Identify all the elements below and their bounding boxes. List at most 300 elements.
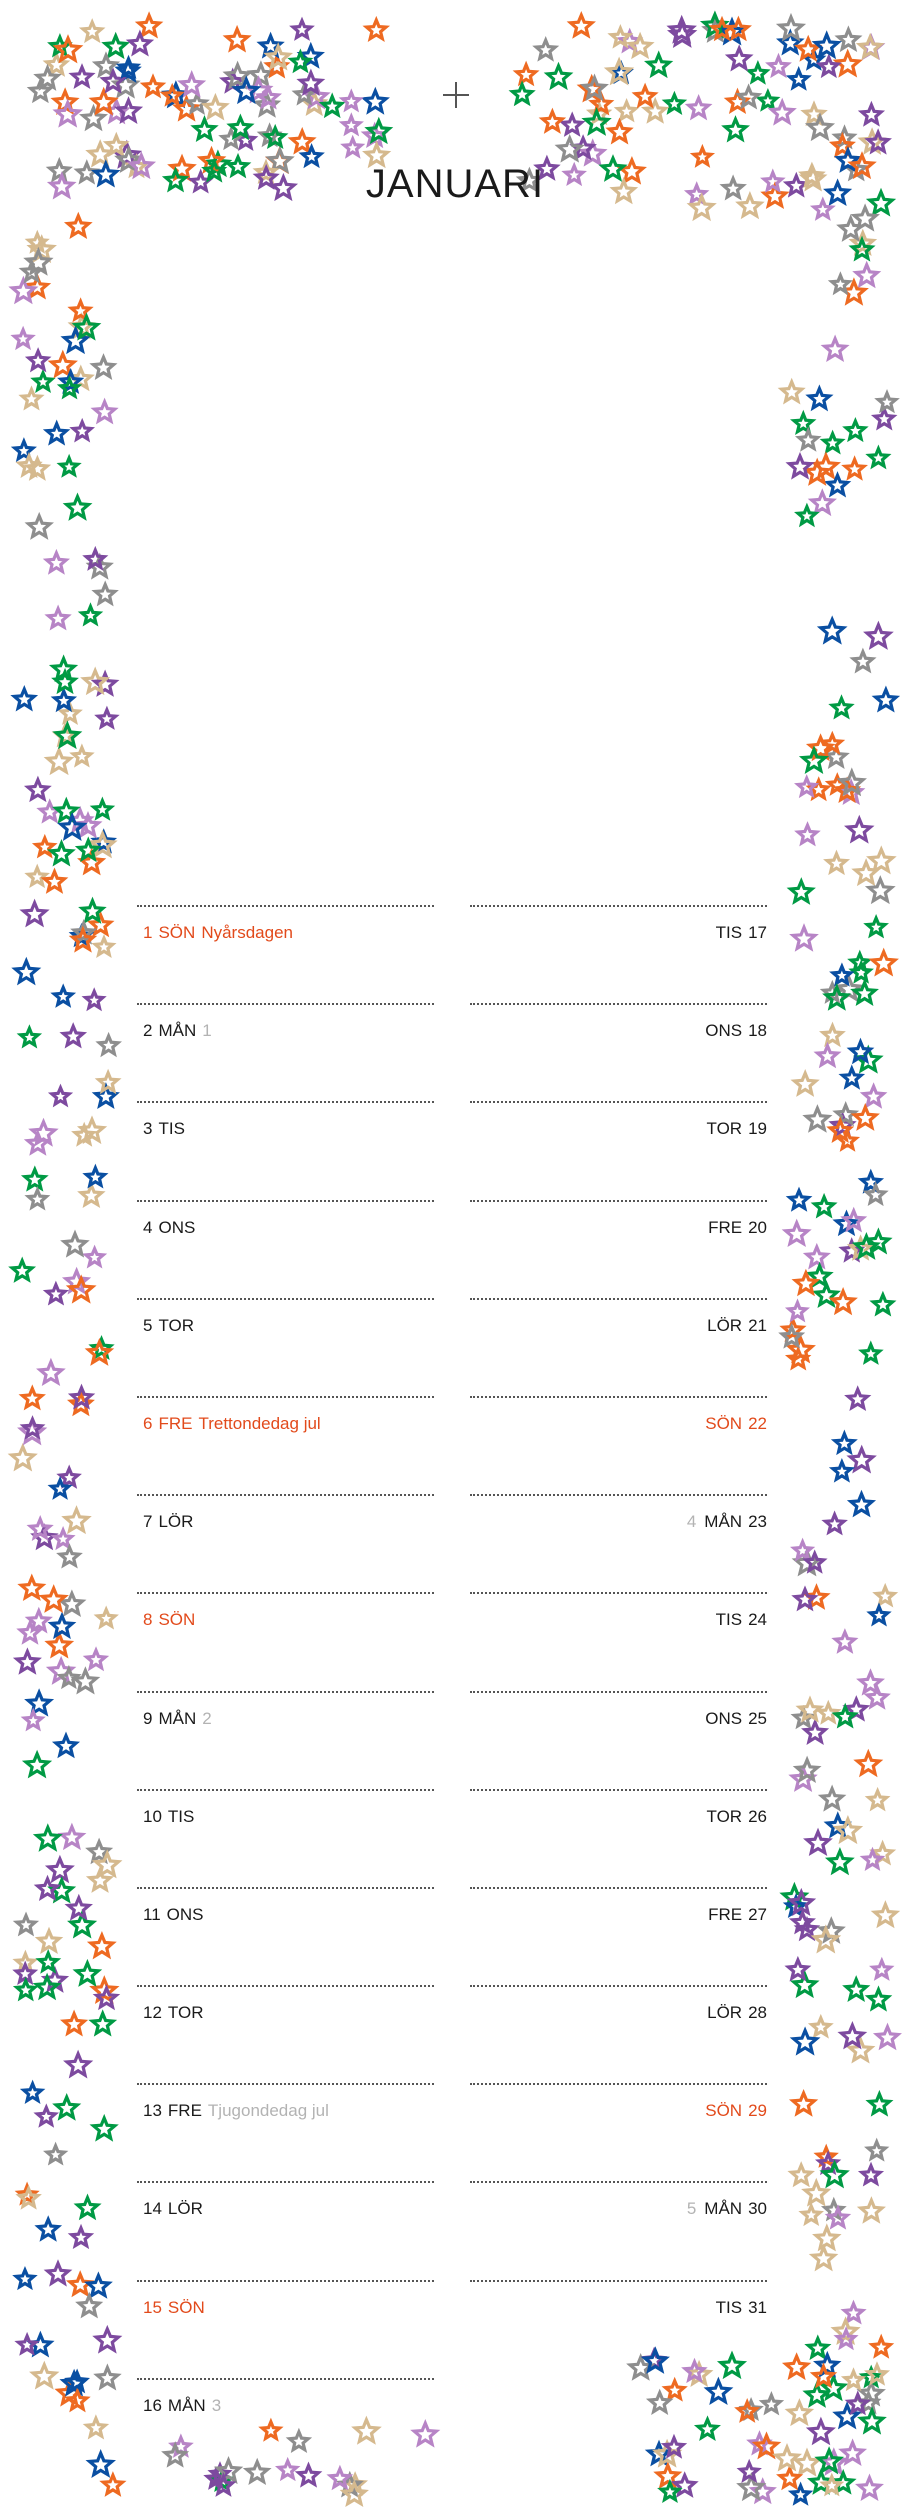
star-icon xyxy=(666,2381,684,2398)
day-label xyxy=(143,2396,221,2416)
star-icon xyxy=(75,1126,93,1143)
star-icon xyxy=(67,497,89,518)
star-icon xyxy=(33,2365,56,2386)
day-number: 9 xyxy=(143,1708,153,1728)
star-icon xyxy=(25,1170,45,1189)
star-icon xyxy=(853,652,872,670)
star-icon xyxy=(846,1979,866,1998)
star-icon xyxy=(846,421,865,439)
day-row[interactable] xyxy=(470,1789,767,1887)
weekday-name: LÖR xyxy=(158,1512,194,1532)
star-icon xyxy=(867,918,885,935)
weekday-name: TIS xyxy=(167,1806,195,1826)
star-icon xyxy=(814,2367,834,2386)
star-icon xyxy=(823,2164,846,2185)
day-number: 10 xyxy=(143,1806,162,1826)
star-icon xyxy=(872,952,895,973)
day-label xyxy=(707,1807,768,1827)
star-icon xyxy=(29,234,46,251)
weekday-name: LÖR xyxy=(707,2003,743,2023)
star-icon xyxy=(64,2014,84,2033)
day-row[interactable] xyxy=(470,1691,767,1789)
day-label xyxy=(143,2199,203,2219)
day-number: 18 xyxy=(748,1021,767,1041)
day-row[interactable] xyxy=(137,1592,434,1690)
day-row[interactable] xyxy=(470,2181,767,2279)
month-title: JANUARI xyxy=(365,162,545,206)
day-row[interactable] xyxy=(470,1985,767,2083)
star-icon xyxy=(28,780,48,799)
star-icon xyxy=(48,1634,70,1655)
weekday-name: ONS xyxy=(705,1708,743,1728)
star-icon xyxy=(848,1389,867,1407)
hanging-hole-crosshair-icon xyxy=(443,82,469,108)
star-icon xyxy=(670,19,693,41)
star-icon xyxy=(31,1519,50,1537)
day-number: 26 xyxy=(748,1806,767,1826)
day-row[interactable] xyxy=(137,1101,434,1199)
star-icon xyxy=(794,2031,817,2053)
day-label xyxy=(705,1021,767,1041)
star-icon xyxy=(230,118,250,137)
day-row[interactable] xyxy=(137,2083,434,2181)
star-icon xyxy=(618,102,636,119)
day-row[interactable] xyxy=(137,1003,434,1101)
day-number: 7 xyxy=(143,1512,153,1532)
star-icon xyxy=(91,1935,113,1956)
day-number: 2 xyxy=(143,1021,153,1041)
star-icon xyxy=(24,1419,42,1436)
star-icon xyxy=(365,91,386,111)
day-label xyxy=(143,2298,205,2318)
week-number: 5 xyxy=(686,2199,697,2219)
star-icon xyxy=(818,2450,840,2471)
star-icon xyxy=(87,2418,106,2436)
star-icon xyxy=(107,136,126,154)
star-icon xyxy=(794,414,813,432)
star-icon xyxy=(864,1851,882,1868)
star-icon xyxy=(838,30,858,49)
day-number: 17 xyxy=(748,923,767,942)
star-icon xyxy=(38,2219,58,2238)
day-row[interactable] xyxy=(137,1691,434,1789)
star-icon xyxy=(61,1827,82,1847)
star-icon xyxy=(93,357,113,376)
star-icon xyxy=(809,389,829,408)
day-label xyxy=(716,2298,767,2318)
day-label xyxy=(716,1610,767,1630)
star-icon xyxy=(869,1990,889,2009)
week-number: 3 xyxy=(211,2395,222,2415)
day-number: 31 xyxy=(748,2297,767,2317)
star-icon xyxy=(749,64,767,81)
star-icon xyxy=(845,460,864,478)
star-icon xyxy=(517,65,536,83)
day-label xyxy=(705,1414,767,1434)
day-row[interactable] xyxy=(137,2280,434,2378)
star-icon xyxy=(14,689,34,708)
star-icon xyxy=(49,1859,71,1880)
weekday-name: ONS xyxy=(158,1217,196,1237)
day-label xyxy=(143,1905,204,1925)
star-icon xyxy=(48,750,71,772)
star-icon xyxy=(68,2391,87,2409)
star-icon xyxy=(864,1086,884,1105)
star-icon xyxy=(28,1190,46,1207)
day-row[interactable] xyxy=(470,1887,767,1985)
star-icon xyxy=(821,620,844,642)
weekday-name: TIS xyxy=(715,2297,743,2317)
star-icon xyxy=(88,2276,109,2296)
day-row[interactable] xyxy=(470,1003,767,1101)
star-icon xyxy=(24,2084,42,2101)
star-icon xyxy=(47,424,67,443)
star-icon xyxy=(806,1108,828,1129)
star-icon xyxy=(875,1904,897,1925)
star-icon xyxy=(788,1960,807,1978)
star-icon xyxy=(75,1670,97,1691)
star-icon xyxy=(52,1088,69,1104)
star-icon xyxy=(181,74,202,94)
star-icon xyxy=(815,1197,834,1215)
day-number: 15 xyxy=(143,2297,162,2317)
star-icon xyxy=(543,112,563,131)
day-row[interactable] xyxy=(137,1298,434,1396)
star-icon xyxy=(816,35,838,56)
star-icon xyxy=(38,1879,58,1898)
star-icon xyxy=(77,1963,99,1984)
star-icon xyxy=(98,1610,116,1627)
star-icon xyxy=(94,801,112,818)
star-icon xyxy=(873,1961,891,1978)
star-icon xyxy=(90,2453,113,2474)
day-label xyxy=(143,1709,212,1729)
day-number: 23 xyxy=(748,1512,767,1532)
day-row[interactable] xyxy=(137,1985,434,2083)
star-icon xyxy=(725,119,746,139)
day-label xyxy=(143,1512,193,1532)
day-number: 12 xyxy=(143,2003,162,2023)
day-row[interactable] xyxy=(470,1494,767,1592)
days-column-left xyxy=(137,905,434,2476)
star-icon xyxy=(836,2405,858,2426)
day-number: 24 xyxy=(748,1610,767,1630)
star-icon xyxy=(571,15,592,35)
day-label xyxy=(143,1807,194,1827)
star-icon xyxy=(584,78,605,98)
star-icon xyxy=(786,2356,807,2376)
day-row[interactable] xyxy=(137,2378,434,2476)
day-number: 1 xyxy=(143,923,153,942)
star-icon xyxy=(835,1434,854,1452)
star-icon xyxy=(855,1107,876,1127)
star-icon xyxy=(813,2248,835,2269)
star-icon xyxy=(741,2463,759,2480)
star-icon xyxy=(83,22,102,40)
week-number: 1 xyxy=(202,1021,212,1041)
star-icon xyxy=(739,88,759,107)
star-icon xyxy=(862,1345,880,1362)
day-number: 25 xyxy=(748,1708,767,1728)
star-icon xyxy=(86,1249,103,1265)
star-icon xyxy=(807,1247,827,1266)
star-icon xyxy=(17,1652,38,1672)
day-row[interactable] xyxy=(470,1101,767,1199)
day-number: 29 xyxy=(748,2101,767,2121)
star-icon xyxy=(786,1223,808,1244)
star-icon xyxy=(832,698,851,716)
star-icon xyxy=(37,1827,59,1848)
day-row[interactable] xyxy=(470,2280,767,2378)
star-icon xyxy=(824,434,842,451)
star-icon xyxy=(872,2338,890,2355)
star-icon xyxy=(797,1760,818,1780)
star-icon xyxy=(29,516,51,537)
star-icon xyxy=(367,20,387,38)
star-icon xyxy=(15,961,37,982)
weekday-name: SÖN xyxy=(167,2297,205,2317)
star-icon xyxy=(876,1587,894,1604)
star-icon xyxy=(829,1851,851,1872)
days-column-right xyxy=(470,905,767,2378)
star-icon xyxy=(37,2108,55,2125)
star-icon xyxy=(791,2165,811,2184)
day-number: 19 xyxy=(748,1119,767,1139)
day-number: 3 xyxy=(143,1119,153,1139)
star-icon xyxy=(548,66,570,87)
star-icon xyxy=(802,2206,820,2223)
star-icon xyxy=(94,2118,115,2138)
star-icon xyxy=(823,1026,842,1044)
star-icon xyxy=(780,17,802,38)
star-icon xyxy=(862,2166,880,2183)
week-number: 2 xyxy=(202,1708,212,1728)
star-icon xyxy=(56,2097,77,2117)
star-icon xyxy=(791,881,812,901)
star-icon xyxy=(22,390,40,408)
star-icon xyxy=(513,85,532,103)
star-icon xyxy=(780,2469,799,2487)
star-icon xyxy=(835,1632,854,1650)
weekday-name: MÅN xyxy=(704,1512,743,1532)
star-icon xyxy=(769,57,788,75)
holiday-note: Tjugondedag jul xyxy=(207,2101,329,2121)
star-icon xyxy=(12,1447,34,1468)
star-icon xyxy=(86,991,103,1007)
star-icon xyxy=(47,553,66,571)
day-label xyxy=(143,2101,329,2121)
star-icon xyxy=(875,409,894,427)
day-row[interactable] xyxy=(470,1298,767,1396)
day-label xyxy=(687,1512,767,1532)
star-icon xyxy=(69,1898,90,1918)
star-icon xyxy=(95,402,115,421)
star-icon xyxy=(65,1509,88,1531)
star-icon xyxy=(793,1913,812,1931)
star-icon xyxy=(343,117,360,133)
day-label xyxy=(707,1119,768,1139)
star-icon xyxy=(73,748,91,765)
star-icon xyxy=(793,927,815,948)
star-icon xyxy=(795,1073,816,1093)
star-icon xyxy=(55,691,74,709)
star-icon xyxy=(73,422,91,439)
star-icon xyxy=(789,1303,806,1319)
star-icon xyxy=(40,1362,62,1383)
star-icon xyxy=(39,1931,60,1951)
star-icon xyxy=(861,2200,882,2220)
star-icon xyxy=(870,1607,887,1624)
star-icon xyxy=(120,59,137,76)
star-icon xyxy=(12,1261,32,1280)
star-icon xyxy=(832,275,849,291)
day-row[interactable] xyxy=(470,1200,767,1298)
weekday-name: ONS xyxy=(166,1904,204,1924)
star-icon xyxy=(37,1977,58,1997)
day-number: 11 xyxy=(143,1904,161,1924)
weekday-name: ONS xyxy=(705,1021,743,1041)
star-icon xyxy=(807,1832,829,1853)
day-label xyxy=(143,1021,212,1041)
star-icon xyxy=(343,93,360,110)
weekday-name: SÖN xyxy=(705,1413,743,1433)
star-icon xyxy=(798,825,817,843)
star-icon xyxy=(698,2420,717,2438)
star-icon xyxy=(790,1191,809,1209)
weekday-name: TOR xyxy=(706,1806,743,1826)
week-number: 4 xyxy=(686,1512,697,1532)
star-icon xyxy=(650,2393,670,2412)
star-icon xyxy=(78,2198,98,2217)
star-icon xyxy=(859,2478,880,2498)
star-icon xyxy=(844,2304,862,2321)
star-icon xyxy=(818,1046,838,1065)
weekday-name: FRE xyxy=(158,1413,193,1433)
star-icon xyxy=(368,121,389,141)
star-icon xyxy=(23,1389,43,1408)
weekday-name: SÖN xyxy=(705,2101,743,2121)
star-icon xyxy=(869,1791,887,1808)
day-row[interactable] xyxy=(137,1887,434,1985)
star-icon xyxy=(96,2329,118,2350)
star-icon xyxy=(28,1692,50,1713)
star-icon xyxy=(86,550,104,567)
day-label xyxy=(143,1316,194,1336)
star-icon xyxy=(28,868,46,885)
weekday-name: TOR xyxy=(706,1119,743,1139)
day-number: 30 xyxy=(748,2199,767,2219)
star-icon xyxy=(103,2475,122,2493)
weekday-name: MÅN xyxy=(158,1708,197,1728)
star-icon xyxy=(118,100,139,120)
star-icon xyxy=(42,1588,65,1609)
star-icon xyxy=(825,339,846,359)
star-icon xyxy=(800,1700,821,1720)
day-number: 27 xyxy=(748,1904,767,1924)
star-icon xyxy=(666,95,684,112)
weekday-name: MÅN xyxy=(167,2395,206,2415)
star-icon xyxy=(81,1185,102,1205)
day-number: 21 xyxy=(748,1315,767,1335)
star-icon xyxy=(86,1168,104,1185)
day-row[interactable] xyxy=(470,905,767,1003)
star-icon xyxy=(144,77,163,95)
star-icon xyxy=(849,2395,867,2413)
weekday-name: SÖN xyxy=(158,923,196,942)
star-icon xyxy=(87,1650,106,1668)
day-row[interactable] xyxy=(137,1200,434,1298)
day-label xyxy=(143,923,293,943)
day-row[interactable] xyxy=(137,905,434,1003)
star-icon xyxy=(67,2054,89,2075)
star-icon xyxy=(689,98,709,117)
star-icon xyxy=(808,2339,827,2357)
star-icon xyxy=(105,36,126,56)
day-label xyxy=(143,1414,321,1434)
star-icon xyxy=(772,102,793,122)
star-icon xyxy=(21,1028,38,1045)
day-row[interactable] xyxy=(137,1494,434,1592)
star-icon xyxy=(536,40,555,58)
star-icon xyxy=(877,2027,898,2047)
star-icon xyxy=(98,710,116,727)
star-icon xyxy=(792,2486,810,2503)
star-icon xyxy=(816,2228,838,2249)
day-row[interactable] xyxy=(137,2181,434,2279)
star-icon xyxy=(52,1616,73,1636)
day-row[interactable] xyxy=(470,1396,767,1494)
star-icon xyxy=(873,1844,892,1862)
star-icon xyxy=(840,218,861,238)
day-label xyxy=(707,2003,767,2023)
weekday-name: TOR xyxy=(167,2003,204,2023)
star-icon xyxy=(848,819,871,840)
star-icon xyxy=(843,1069,862,1087)
star-icon xyxy=(842,2443,863,2463)
weekday-name: TIS xyxy=(158,1119,185,1139)
day-number: 20 xyxy=(748,1217,767,1237)
day-row[interactable] xyxy=(137,1789,434,1887)
day-row[interactable] xyxy=(470,1592,767,1690)
weekday-name: LÖR xyxy=(707,1315,743,1335)
star-icon xyxy=(139,16,160,36)
star-icon xyxy=(869,449,887,466)
day-label xyxy=(708,1905,767,1925)
star-icon xyxy=(799,431,818,449)
day-row[interactable] xyxy=(470,2083,767,2181)
star-icon xyxy=(810,2421,832,2442)
star-icon xyxy=(823,735,841,752)
star-icon xyxy=(194,119,214,138)
star-icon xyxy=(29,351,48,369)
day-number: 6 xyxy=(143,1413,153,1433)
star-icon xyxy=(812,2018,830,2035)
day-number: 13 xyxy=(143,2101,162,2121)
star-icon xyxy=(300,73,321,93)
day-label xyxy=(707,1316,767,1336)
star-icon xyxy=(759,92,776,108)
star-icon xyxy=(856,265,877,285)
star-icon xyxy=(72,2228,91,2246)
weekday-name: MÅN xyxy=(704,2199,743,2219)
star-icon xyxy=(878,393,896,410)
star-icon xyxy=(798,507,816,524)
star-icon xyxy=(64,1234,86,1255)
weekday-name: FRE xyxy=(708,1217,743,1237)
star-icon xyxy=(860,37,881,57)
day-row[interactable] xyxy=(137,1396,434,1494)
star-icon xyxy=(17,1916,35,1933)
